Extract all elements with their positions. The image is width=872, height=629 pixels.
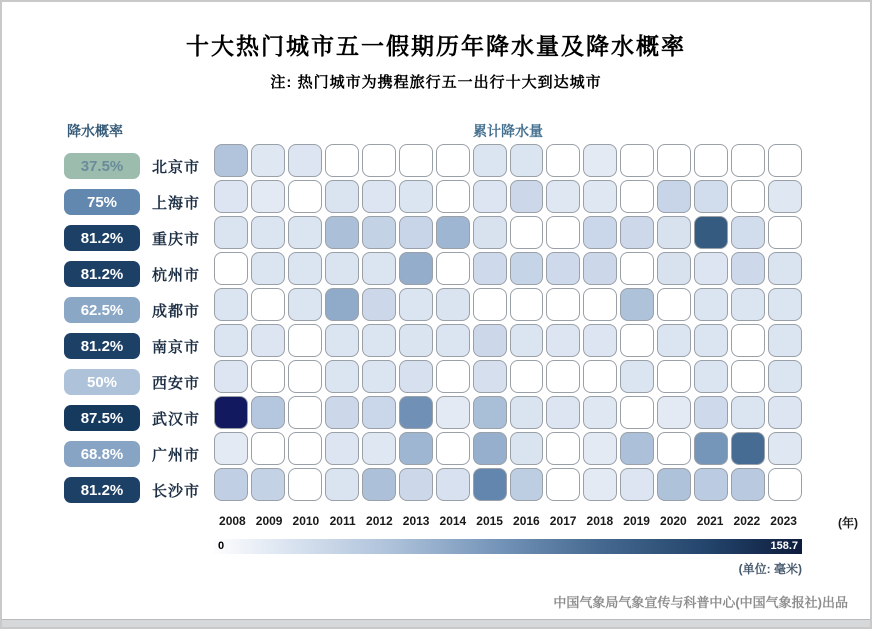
city-label: 重庆市 [152,230,201,248]
heatmap-cell [657,360,691,393]
heatmap-cell [731,432,765,465]
heatmap-cell [214,360,248,393]
heatmap-cell [510,468,544,501]
heatmap-cell [768,360,802,393]
heatmap-cell [583,360,617,393]
year-tick-label: 2009 [255,514,283,528]
heatmap-cell [325,180,359,213]
heatmap-cell [362,144,396,177]
window-bottom-edge [2,619,870,627]
heatmap-cell [620,468,654,501]
heatmap-cell [620,432,654,465]
heatmap-cell [288,396,322,429]
heatmap-cell [436,324,470,357]
city-probability-row [64,400,222,436]
heatmap-cell [362,432,396,465]
heatmap-cell [214,324,248,357]
heatmap-cell [214,252,248,285]
year-tick-label: 2017 [549,514,577,528]
year-tick-label: 2023 [770,514,797,528]
city-label: 武汉市 [152,410,201,428]
heatmap-cell [473,432,507,465]
heatmap-cell [251,324,285,357]
heatmap-cell [694,216,728,249]
heatmap-cell [546,252,580,285]
heatmap-cell [251,396,285,429]
heatmap-cell [251,216,285,249]
heatmap-cell [731,324,765,357]
heatmap-cell [583,324,617,357]
heatmap-cell [768,180,802,213]
heatmap-cell [657,216,691,249]
heatmap-cell [251,468,285,501]
heatmap-cell [620,324,654,357]
heatmap-cell [657,468,691,501]
heatmap-cell [436,360,470,393]
heatmap-cell [436,144,470,177]
year-tick-label: 2015 [476,514,503,528]
heatmap-cell [214,432,248,465]
heatmap-cell [473,180,507,213]
heatmap-cell [546,468,580,501]
heatmap-title: 累计降水量 [473,123,543,139]
city-label: 西安市 [152,374,201,392]
heatmap-cell [362,252,396,285]
year-tick-label: 2008 [219,514,246,528]
year-tick-label: 2012 [366,514,393,528]
heatmap-cell [473,144,507,177]
year-tick-label: 2013 [402,514,430,528]
heatmap-cell [694,468,728,501]
heatmap-cell [731,252,765,285]
color-scale-bar [214,539,802,554]
page-title: 十大热门城市五一假期历年降水量及降水概率 [186,33,686,59]
heatmap-cell [768,468,802,501]
heatmap-cell [473,360,507,393]
heatmap-cell [657,288,691,321]
heatmap-cell [657,144,691,177]
heatmap-cell [510,144,544,177]
heatmap-cell [546,180,580,213]
color-scale-min-label: 0 [218,540,225,552]
heatmap-cell [731,180,765,213]
probability-badge: 87.5% [64,405,140,431]
heatmap-cell [251,288,285,321]
heatmap-cell [546,144,580,177]
heatmap-cell [436,288,470,321]
precipitation-heatmap [214,144,802,501]
city-probability-row [64,364,222,400]
heatmap-cell [694,180,728,213]
heatmap-cell [399,360,433,393]
heatmap-cell [288,324,322,357]
heatmap-cell [657,252,691,285]
heatmap-cell [288,216,322,249]
heatmap-cell [436,252,470,285]
heatmap-cell [473,288,507,321]
heatmap-cell [399,288,433,321]
heatmap-cell [694,360,728,393]
heatmap-cell [510,360,544,393]
heatmap-cell [694,432,728,465]
probability-badge: 62.5% [64,297,140,323]
city-probability-row [64,472,222,508]
heatmap-cell [768,144,802,177]
heatmap-cell [510,324,544,357]
heatmap-cell [251,144,285,177]
heatmap-cell [214,180,248,213]
heatmap-cell [694,396,728,429]
heatmap-cell [362,396,396,429]
heatmap-cell [362,216,396,249]
heatmap-cell [399,432,433,465]
probability-badge: 68.8% [64,441,140,467]
heatmap-cell [620,180,654,213]
heatmap-cell [362,288,396,321]
heatmap-cell [473,216,507,249]
heatmap-cell [768,432,802,465]
heatmap-cell [510,216,544,249]
probability-badge: 50% [64,369,140,395]
city-probability-row [64,184,222,220]
probability-badge: 81.2% [64,261,140,287]
probability-column-header: 降水概率 [67,123,123,139]
heatmap-cell [620,396,654,429]
heatmap-cell [399,396,433,429]
heatmap-cell [325,288,359,321]
heatmap-cell [731,144,765,177]
heatmap-cell [473,468,507,501]
heatmap-cell [288,360,322,393]
heatmap-cell [288,288,322,321]
heatmap-cell [399,216,433,249]
probability-city-list [64,148,222,508]
heatmap-cell [399,252,433,285]
heatmap-cell [251,252,285,285]
heatmap-cell [214,396,248,429]
city-probability-row [64,148,222,184]
heatmap-cell [214,144,248,177]
probability-badge: 37.5% [64,153,140,179]
heatmap-cell [473,396,507,429]
heatmap-cell [694,288,728,321]
heatmap-cell [546,432,580,465]
city-probability-row [64,436,222,472]
heatmap-cell [362,324,396,357]
heatmap-cell [731,360,765,393]
heatmap-cell [731,396,765,429]
heatmap-cell [620,216,654,249]
heatmap-cell [288,180,322,213]
heatmap-cell [325,468,359,501]
city-probability-row [64,256,222,292]
city-label: 成都市 [152,302,201,320]
color-scale-unit-label: (单位: 毫米) [738,562,802,576]
heatmap-cell [325,360,359,393]
heatmap-cell [436,216,470,249]
heatmap-cell [657,180,691,213]
heatmap-cell [583,180,617,213]
heatmap-cell [510,252,544,285]
year-tick-label: 2020 [660,514,687,528]
color-scale-max-label: 158.7 [770,540,798,552]
heatmap-cell [288,144,322,177]
heatmap-cell [731,288,765,321]
page-subtitle: 注: 热门城市为携程旅行五一出行十大到达城市 [270,74,602,91]
heatmap-cell [583,144,617,177]
heatmap-cell [620,288,654,321]
heatmap-cell [510,396,544,429]
heatmap-cell [583,468,617,501]
heatmap-cell [657,432,691,465]
heatmap-cell [214,288,248,321]
heatmap-cell [768,324,802,357]
heatmap-cell [288,252,322,285]
heatmap-cell [399,468,433,501]
heatmap-cell [325,216,359,249]
city-label: 长沙市 [152,482,201,500]
heatmap-cell [510,432,544,465]
heatmap-cell [546,324,580,357]
heatmap-cell [251,180,285,213]
heatmap-cell [362,180,396,213]
heatmap-cell [399,324,433,357]
heatmap-cell [251,432,285,465]
probability-badge: 81.2% [64,477,140,503]
city-label: 南京市 [152,338,201,356]
heatmap-cell [546,360,580,393]
city-label: 广州市 [152,446,201,464]
heatmap-cell [214,468,248,501]
city-label: 北京市 [152,158,201,176]
heatmap-cell [694,324,728,357]
heatmap-cell [620,252,654,285]
year-tick-label: 2021 [696,514,724,528]
heatmap-cell [510,180,544,213]
heatmap-cell [325,144,359,177]
probability-badge: 81.2% [64,333,140,359]
heatmap-cell [620,360,654,393]
city-label: 杭州市 [152,266,201,284]
heatmap-cell [583,432,617,465]
heatmap-cell [436,432,470,465]
heatmap-cell [694,144,728,177]
city-probability-row [64,220,222,256]
year-tick-label: 2022 [733,514,761,528]
heatmap-cell [583,396,617,429]
heatmap-cell [325,396,359,429]
year-tick-label: 2014 [439,514,467,528]
city-probability-row [64,328,222,364]
year-tick-label: 2016 [513,514,540,528]
heatmap-cell [731,468,765,501]
heatmap-cell [473,252,507,285]
heatmap-cell [731,216,765,249]
heatmap-cell [694,252,728,285]
year-tick-label: 2019 [623,514,650,528]
heatmap-cell [399,180,433,213]
heatmap-cell [473,324,507,357]
heatmap-cell [620,144,654,177]
heatmap-cell [583,288,617,321]
heatmap-cell [362,468,396,501]
heatmap-cell [657,324,691,357]
heatmap-cell [546,216,580,249]
heatmap-cell [657,396,691,429]
heatmap-cell [251,360,285,393]
heatmap-cell [399,144,433,177]
heatmap-cell [325,324,359,357]
heatmap-cell [436,180,470,213]
city-label: 上海市 [152,194,201,212]
x-axis-unit-label: (年) [838,516,858,530]
heatmap-cell [510,288,544,321]
heatmap-cell [583,252,617,285]
heatmap-cell [362,360,396,393]
credit-footer: 中国气象局气象宣传与科普中心(中国气象报社)出品 [553,595,848,610]
probability-badge: 81.2% [64,225,140,251]
heatmap-cell [768,252,802,285]
heatmap-cell [768,288,802,321]
heatmap-cell [214,216,248,249]
heatmap-cell [583,216,617,249]
year-tick-label: 2011 [329,514,356,528]
heatmap-cell [288,468,322,501]
heatmap-cell [436,468,470,501]
heatmap-cell [288,432,322,465]
probability-badge: 75% [64,189,140,215]
heatmap-cell [546,288,580,321]
heatmap-cell [768,216,802,249]
heatmap-cell [436,396,470,429]
heatmap-cell [325,432,359,465]
heatmap-cell [325,252,359,285]
year-tick-label: 2018 [586,514,614,528]
city-probability-row [64,292,222,328]
year-tick-label: 2010 [292,514,320,528]
heatmap-cell [768,396,802,429]
heatmap-cell [546,396,580,429]
x-axis-year-labels [214,514,802,528]
